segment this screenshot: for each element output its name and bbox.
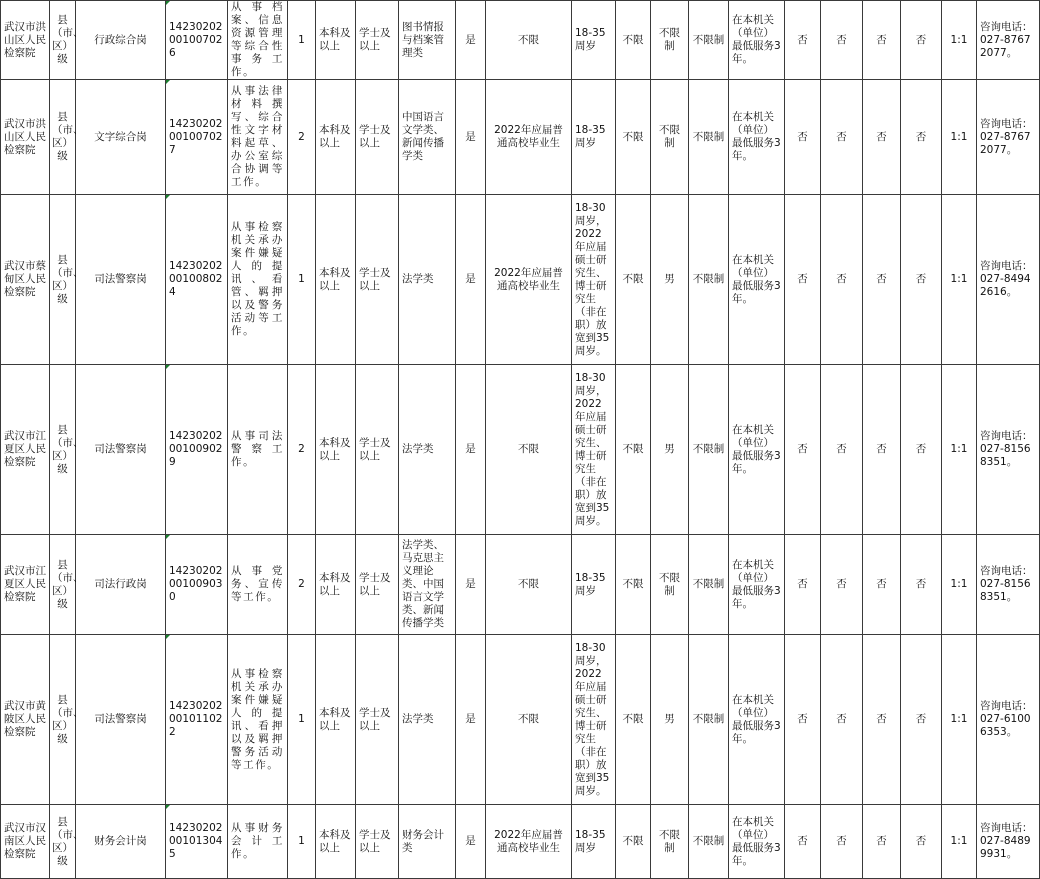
applicant-source-cell: 2022年应届普通高校毕业生: [486, 80, 572, 195]
department-cell: 武汉市汉南区人民检察院: [1, 805, 50, 879]
ethnicity-cell: 不限: [616, 1, 651, 80]
condition-cell-1: 否: [785, 635, 821, 805]
age-cell: 18-30周岁，2022年应届硕士研究生、博士研究生（非在职）放宽到35周岁。: [572, 365, 616, 535]
degree-cell: 学士及以上: [356, 535, 399, 635]
position-title-cell: 司法警察岗: [76, 635, 166, 805]
ratio-cell: 1:1: [942, 535, 977, 635]
service-term-cell: 在本机关（单位）最低服务3年。: [729, 635, 785, 805]
ratio-cell: 1:1: [942, 805, 977, 879]
party-member-cell: 是: [456, 1, 486, 80]
condition-cell-1: 否: [785, 80, 821, 195]
hire-count-cell: 1: [288, 1, 316, 80]
ethnicity-cell: 不限: [616, 805, 651, 879]
ethnicity-cell: 不限: [616, 635, 651, 805]
contact-cell: 咨询电话：027-81568351。: [977, 365, 1040, 535]
major-cell: 法学类: [399, 635, 456, 805]
household-cell: 不限制: [689, 635, 729, 805]
condition-cell-2: 否: [821, 535, 863, 635]
condition-cell-4: 否: [901, 805, 942, 879]
position-title-cell: 行政综合岗: [76, 1, 166, 80]
position-code-cell: 14230202001007027: [166, 80, 228, 195]
position-code-cell: 14230202001007026: [166, 1, 228, 80]
major-cell: 中国语言文学类、新闻传播学类: [399, 80, 456, 195]
position-code-cell: 14230202001009029: [166, 365, 228, 535]
condition-cell-2: 否: [821, 80, 863, 195]
condition-cell-3: 否: [863, 1, 901, 80]
position-code-cell: 14230202001009030: [166, 535, 228, 635]
household-cell: 不限制: [689, 1, 729, 80]
department-cell: 武汉市江夏区人民检察院: [1, 365, 50, 535]
applicant-source-cell: 不限: [486, 365, 572, 535]
degree-cell: 学士及以上: [356, 1, 399, 80]
position-code-cell: 14230202001011022: [166, 635, 228, 805]
gender-cell: 男: [651, 365, 689, 535]
ratio-cell: 1:1: [942, 195, 977, 365]
party-member-cell: 是: [456, 195, 486, 365]
contact-cell: 咨询电话：027-87672077。: [977, 80, 1040, 195]
major-cell: 图书情报与档案管理类: [399, 1, 456, 80]
contact-cell: 咨询电话：027-87672077。: [977, 1, 1040, 80]
party-member-cell: 是: [456, 365, 486, 535]
education-cell: 本科及以上: [316, 195, 356, 365]
condition-cell-2: 否: [821, 805, 863, 879]
hire-count-cell: 2: [288, 365, 316, 535]
condition-cell-1: 否: [785, 195, 821, 365]
position-title-cell: 文字综合岗: [76, 80, 166, 195]
gender-cell: 不限制: [651, 805, 689, 879]
condition-cell-2: 否: [821, 195, 863, 365]
job-description-cell: 从事法律材料撰写、综合性文字材料起草、办公室综合协调等工作。: [228, 80, 288, 195]
applicant-source-cell: 不限: [486, 1, 572, 80]
ethnicity-cell: 不限: [616, 535, 651, 635]
table-row: [1, 365, 1040, 535]
level-cell: 县（市、区）级: [50, 80, 76, 195]
ethnicity-cell: 不限: [616, 80, 651, 195]
household-cell: 不限制: [689, 195, 729, 365]
education-cell: 本科及以上: [316, 80, 356, 195]
hire-count-cell: 1: [288, 635, 316, 805]
degree-cell: 学士及以上: [356, 195, 399, 365]
position-title-cell: 财务会计岗: [76, 805, 166, 879]
condition-cell-2: 否: [821, 635, 863, 805]
gender-cell: 男: [651, 635, 689, 805]
major-cell: 法学类、马克思主义理论类、中国语言文学类、新闻传播学类: [399, 535, 456, 635]
applicant-source-cell: 不限: [486, 635, 572, 805]
education-cell: 本科及以上: [316, 535, 356, 635]
department-cell: 武汉市蔡甸区人民检察院: [1, 195, 50, 365]
service-term-cell: 在本机关（单位）最低服务3年。: [729, 365, 785, 535]
position-title-cell: 司法警察岗: [76, 195, 166, 365]
ratio-cell: 1:1: [942, 80, 977, 195]
condition-cell-3: 否: [863, 195, 901, 365]
contact-cell: 咨询电话：027-84942616。: [977, 195, 1040, 365]
table-row: [1, 80, 1040, 195]
hire-count-cell: 2: [288, 80, 316, 195]
table-row: [1, 535, 1040, 635]
level-cell: 县（市、区）级: [50, 365, 76, 535]
service-term-cell: 在本机关（单位）最低服务3年。: [729, 535, 785, 635]
party-member-cell: 是: [456, 805, 486, 879]
condition-cell-4: 否: [901, 635, 942, 805]
condition-cell-1: 否: [785, 535, 821, 635]
table-row: [1, 805, 1040, 879]
applicant-source-cell: 2022年应届普通高校毕业生: [486, 805, 572, 879]
level-cell: 县（市、区）级: [50, 535, 76, 635]
age-cell: 18-30周岁，2022年应届硕士研究生、博士研究生（非在职）放宽到35周岁。: [572, 195, 616, 365]
service-term-cell: 在本机关（单位）最低服务3年。: [729, 195, 785, 365]
position-title-cell: 司法行政岗: [76, 535, 166, 635]
hire-count-cell: 1: [288, 195, 316, 365]
education-cell: 本科及以上: [316, 805, 356, 879]
job-description-cell: 从事司法警察工作。: [228, 365, 288, 535]
condition-cell-1: 否: [785, 805, 821, 879]
table-row: [1, 195, 1040, 365]
major-cell: 法学类: [399, 365, 456, 535]
condition-cell-2: 否: [821, 1, 863, 80]
condition-cell-4: 否: [901, 80, 942, 195]
condition-cell-3: 否: [863, 535, 901, 635]
level-cell: 县（市、区）级: [50, 805, 76, 879]
gender-cell: 不限制: [651, 535, 689, 635]
degree-cell: 学士及以上: [356, 635, 399, 805]
contact-cell: 咨询电话：027-84899931。: [977, 805, 1040, 879]
contact-cell: 咨询电话：027-81568351。: [977, 535, 1040, 635]
job-description-cell: 从事财务会计工作。: [228, 805, 288, 879]
job-description-cell: 从事检察机关承办案件嫌疑人的提讯、看管、羁押以及警务活动等工作。: [228, 195, 288, 365]
ratio-cell: 1:1: [942, 635, 977, 805]
level-cell: 县（市、区）级: [50, 1, 76, 80]
degree-cell: 学士及以上: [356, 365, 399, 535]
ethnicity-cell: 不限: [616, 365, 651, 535]
department-cell: 武汉市洪山区人民检察院: [1, 1, 50, 80]
age-cell: 18-35周岁: [572, 1, 616, 80]
hire-count-cell: 2: [288, 535, 316, 635]
position-title-cell: 司法警察岗: [76, 365, 166, 535]
job-description-cell: 从事检察机关承办案件嫌疑人的提讯、看押以及羁押警务活动等工作。: [228, 635, 288, 805]
household-cell: 不限制: [689, 80, 729, 195]
position-code-cell: 14230202001008024: [166, 195, 228, 365]
education-cell: 本科及以上: [316, 1, 356, 80]
age-cell: 18-30周岁，2022年应届硕士研究生、博士研究生（非在职）放宽到35周岁。: [572, 635, 616, 805]
condition-cell-3: 否: [863, 635, 901, 805]
job-description-cell: 从事党务、宣传等工作。: [228, 535, 288, 635]
condition-cell-4: 否: [901, 535, 942, 635]
degree-cell: 学士及以上: [356, 80, 399, 195]
condition-cell-3: 否: [863, 365, 901, 535]
household-cell: 不限制: [689, 805, 729, 879]
condition-cell-2: 否: [821, 365, 863, 535]
service-term-cell: 在本机关（单位）最低服务3年。: [729, 1, 785, 80]
condition-cell-4: 否: [901, 365, 942, 535]
applicant-source-cell: 2022年应届普通高校毕业生: [486, 195, 572, 365]
education-cell: 本科及以上: [316, 365, 356, 535]
table-row: [1, 1, 1040, 80]
major-cell: 财务会计类: [399, 805, 456, 879]
applicant-source-cell: 不限: [486, 535, 572, 635]
condition-cell-4: 否: [901, 195, 942, 365]
department-cell: 武汉市黄陂区人民检察院: [1, 635, 50, 805]
degree-cell: 学士及以上: [356, 805, 399, 879]
ratio-cell: 1:1: [942, 365, 977, 535]
party-member-cell: 是: [456, 535, 486, 635]
gender-cell: 不限制: [651, 80, 689, 195]
party-member-cell: 是: [456, 635, 486, 805]
service-term-cell: 在本机关（单位）最低服务3年。: [729, 80, 785, 195]
condition-cell-4: 否: [901, 1, 942, 80]
household-cell: 不限制: [689, 365, 729, 535]
major-cell: 法学类: [399, 195, 456, 365]
table-row: [1, 635, 1040, 805]
level-cell: 县（市、区）级: [50, 635, 76, 805]
job-table-body: [1, 1, 1040, 879]
service-term-cell: 在本机关（单位）最低服务3年。: [729, 805, 785, 879]
gender-cell: 不限制: [651, 1, 689, 80]
job-description-cell: 从事档案、信息资源管理等综合性事务工作。: [228, 1, 288, 80]
age-cell: 18-35周岁: [572, 80, 616, 195]
age-cell: 18-35周岁: [572, 535, 616, 635]
condition-cell-1: 否: [785, 1, 821, 80]
condition-cell-3: 否: [863, 805, 901, 879]
level-cell: 县（市、区）级: [50, 195, 76, 365]
condition-cell-1: 否: [785, 365, 821, 535]
party-member-cell: 是: [456, 80, 486, 195]
department-cell: 武汉市江夏区人民检察院: [1, 535, 50, 635]
contact-cell: 咨询电话：027-61006353。: [977, 635, 1040, 805]
hire-count-cell: 1: [288, 805, 316, 879]
gender-cell: 男: [651, 195, 689, 365]
ethnicity-cell: 不限: [616, 195, 651, 365]
position-code-cell: 14230202001013045: [166, 805, 228, 879]
education-cell: 本科及以上: [316, 635, 356, 805]
household-cell: 不限制: [689, 535, 729, 635]
ratio-cell: 1:1: [942, 1, 977, 80]
age-cell: 18-35周岁: [572, 805, 616, 879]
condition-cell-3: 否: [863, 80, 901, 195]
department-cell: 武汉市洪山区人民检察院: [1, 80, 50, 195]
